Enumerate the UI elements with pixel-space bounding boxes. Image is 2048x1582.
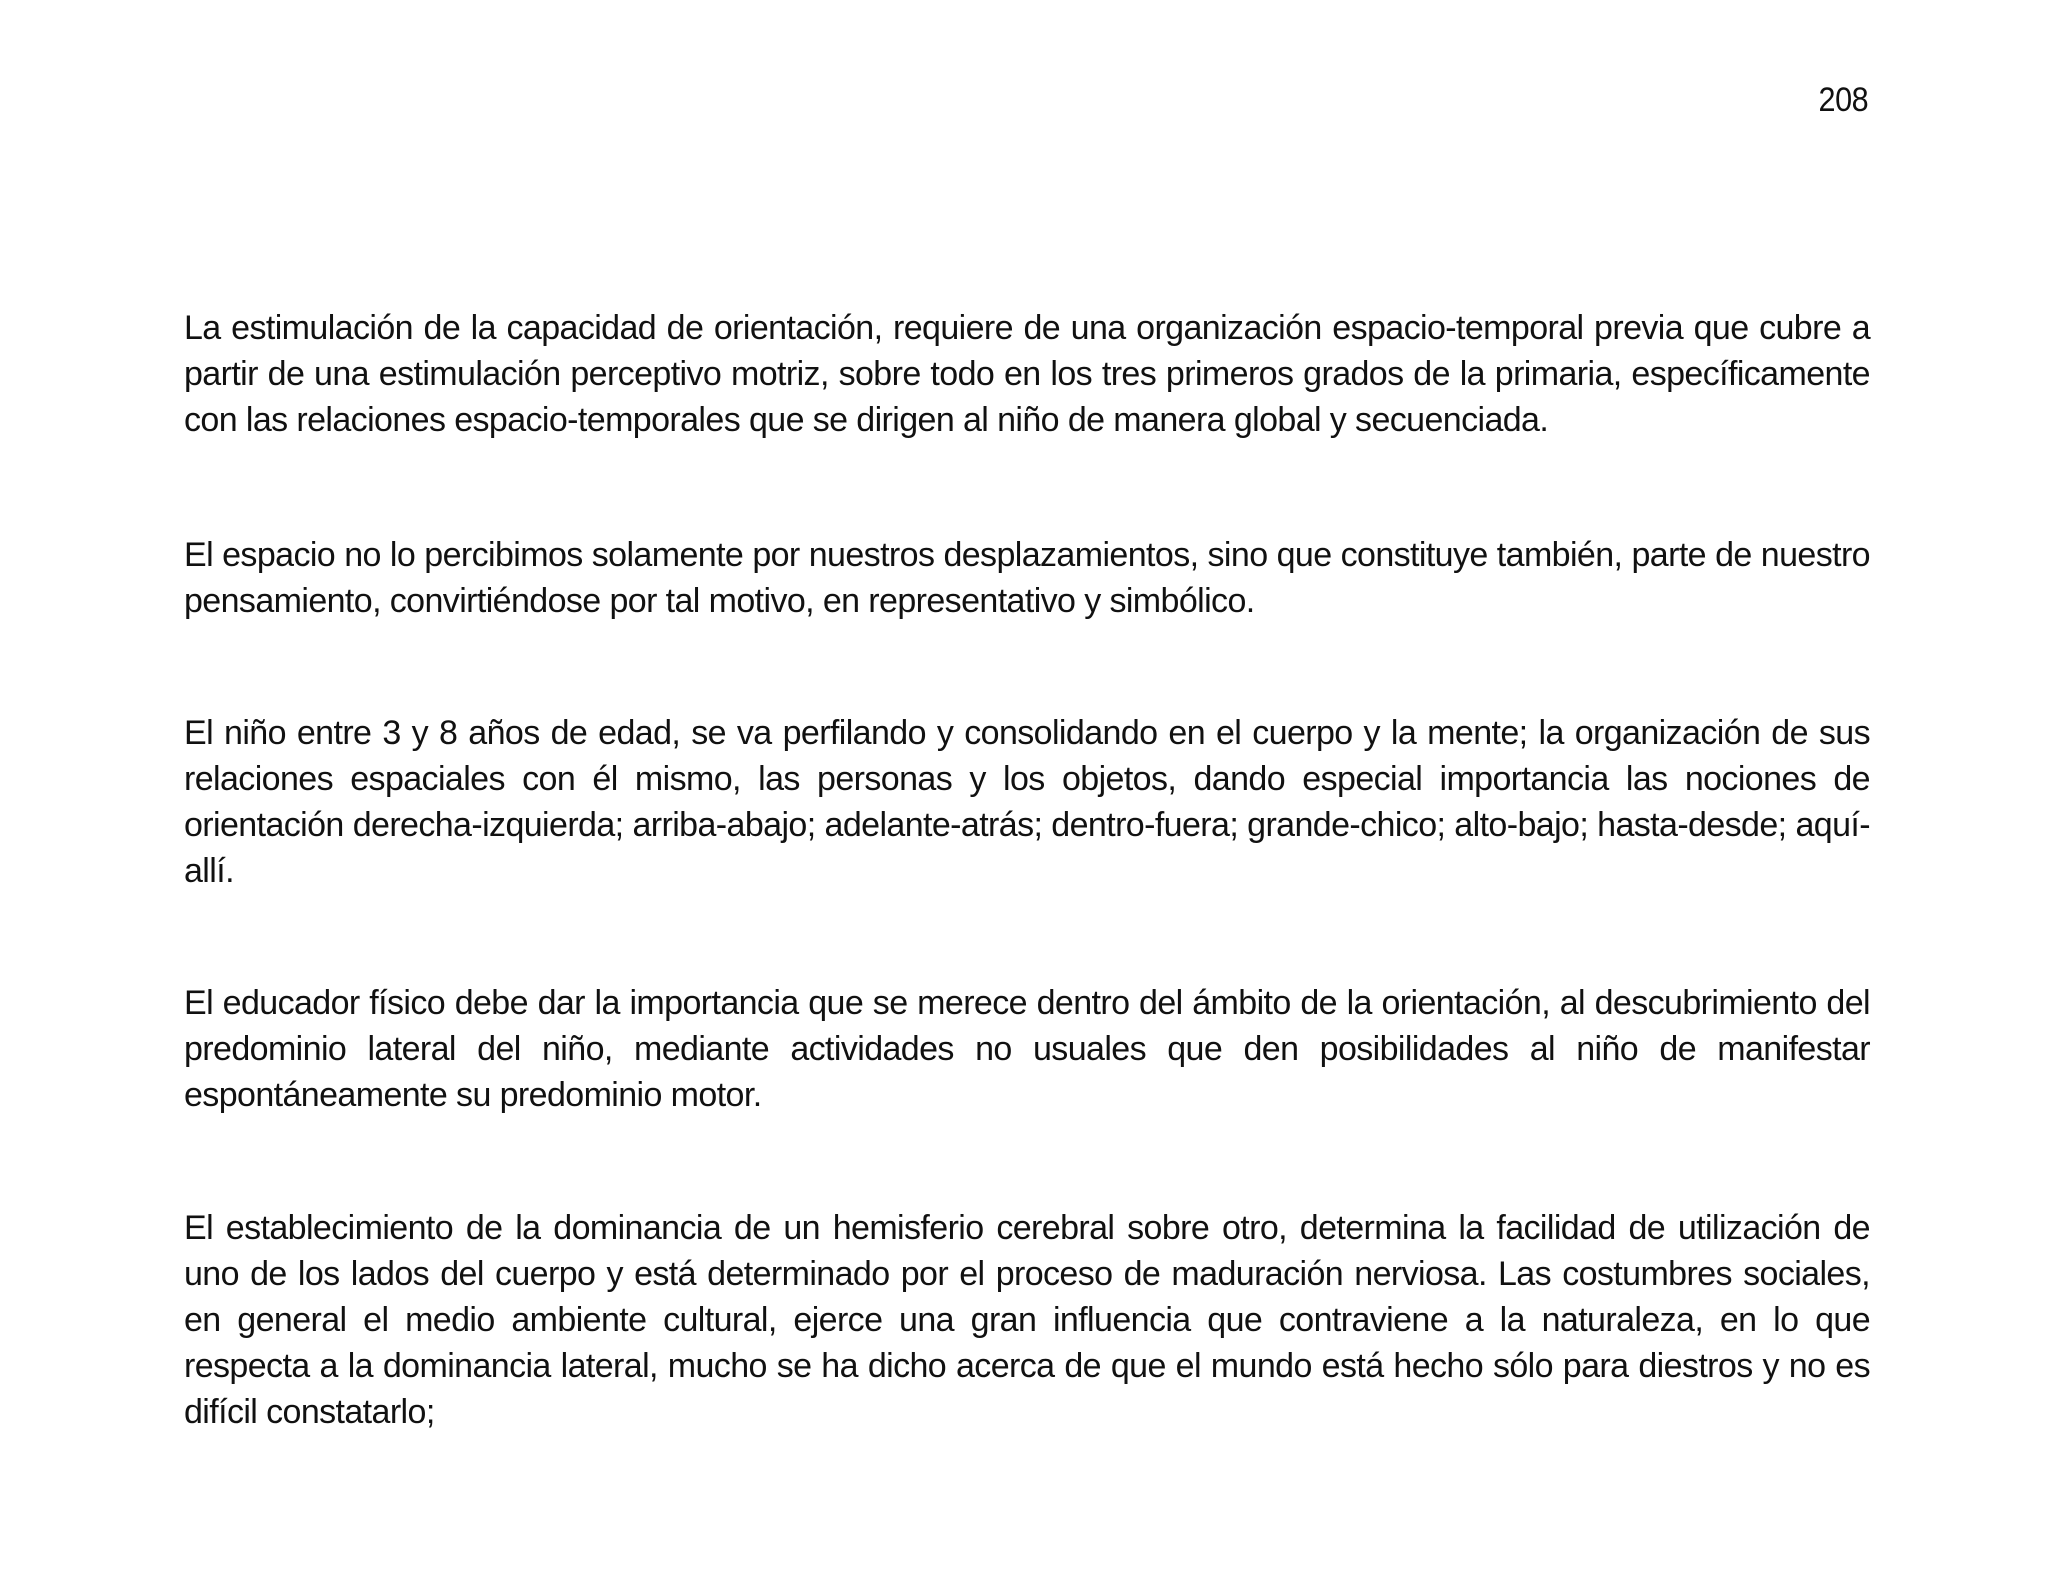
body-text — [184, 305, 1870, 1435]
page-number: 208 — [1818, 81, 1868, 119]
paragraph-4: El educador físico debe dar la importancia que se merece dentro del ámbito de la orientación, al descubrimiento del predominio lateral del niño, mediante actividades no usuales que den posibilidades al niño de manifestar espontáneamente su predominio motor. — [184, 984, 1870, 1114]
paragraph-5: El establecimiento de la dominancia de un hemisferio cerebral sobre otro, determina la facilidad de utilización de uno de los lados del cuerpo y está determinado por el proceso de maduración nerviosa. Las costumbres sociales, en general el medio ambiente cultural, ejerce una gran influencia que contraviene a la naturaleza, en lo que respecta a la dominancia lateral, mucho se ha dicho acerca de que el mundo está hecho sólo para diestros y no es difícil constatarlo; — [184, 1209, 1870, 1431]
paragraph-3: El niño entre 3 y 8 años de edad, se va perfilando y consolidando en el cuerpo y la mente; la organización de sus relaciones espaciales con él mismo, las personas y los objetos, dando especial importancia las nociones de orientación derecha-izquierda; arriba-abajo; adelante-atrás; dentro-fuera; grande-chico; alto-bajo; hasta-desde; aquí-allí. — [184, 714, 1870, 890]
paragraph-1: La estimulación de la capacidad de orientación, requiere de una organización espacio-temporal previa que cubre a partir de una estimulación perceptivo motriz, sobre todo en los tres primeros grados de la primaria, específicamente con las relaciones espacio-temporales que se dirigen al niño de manera global y secuenciada. — [184, 309, 1870, 439]
paragraph-2: El espacio no lo percibimos solamente por nuestros desplazamientos, sino que constituye también, parte de nuestro pensamiento, convirtiéndose por tal motivo, en representativo y simbólico. — [184, 536, 1870, 620]
